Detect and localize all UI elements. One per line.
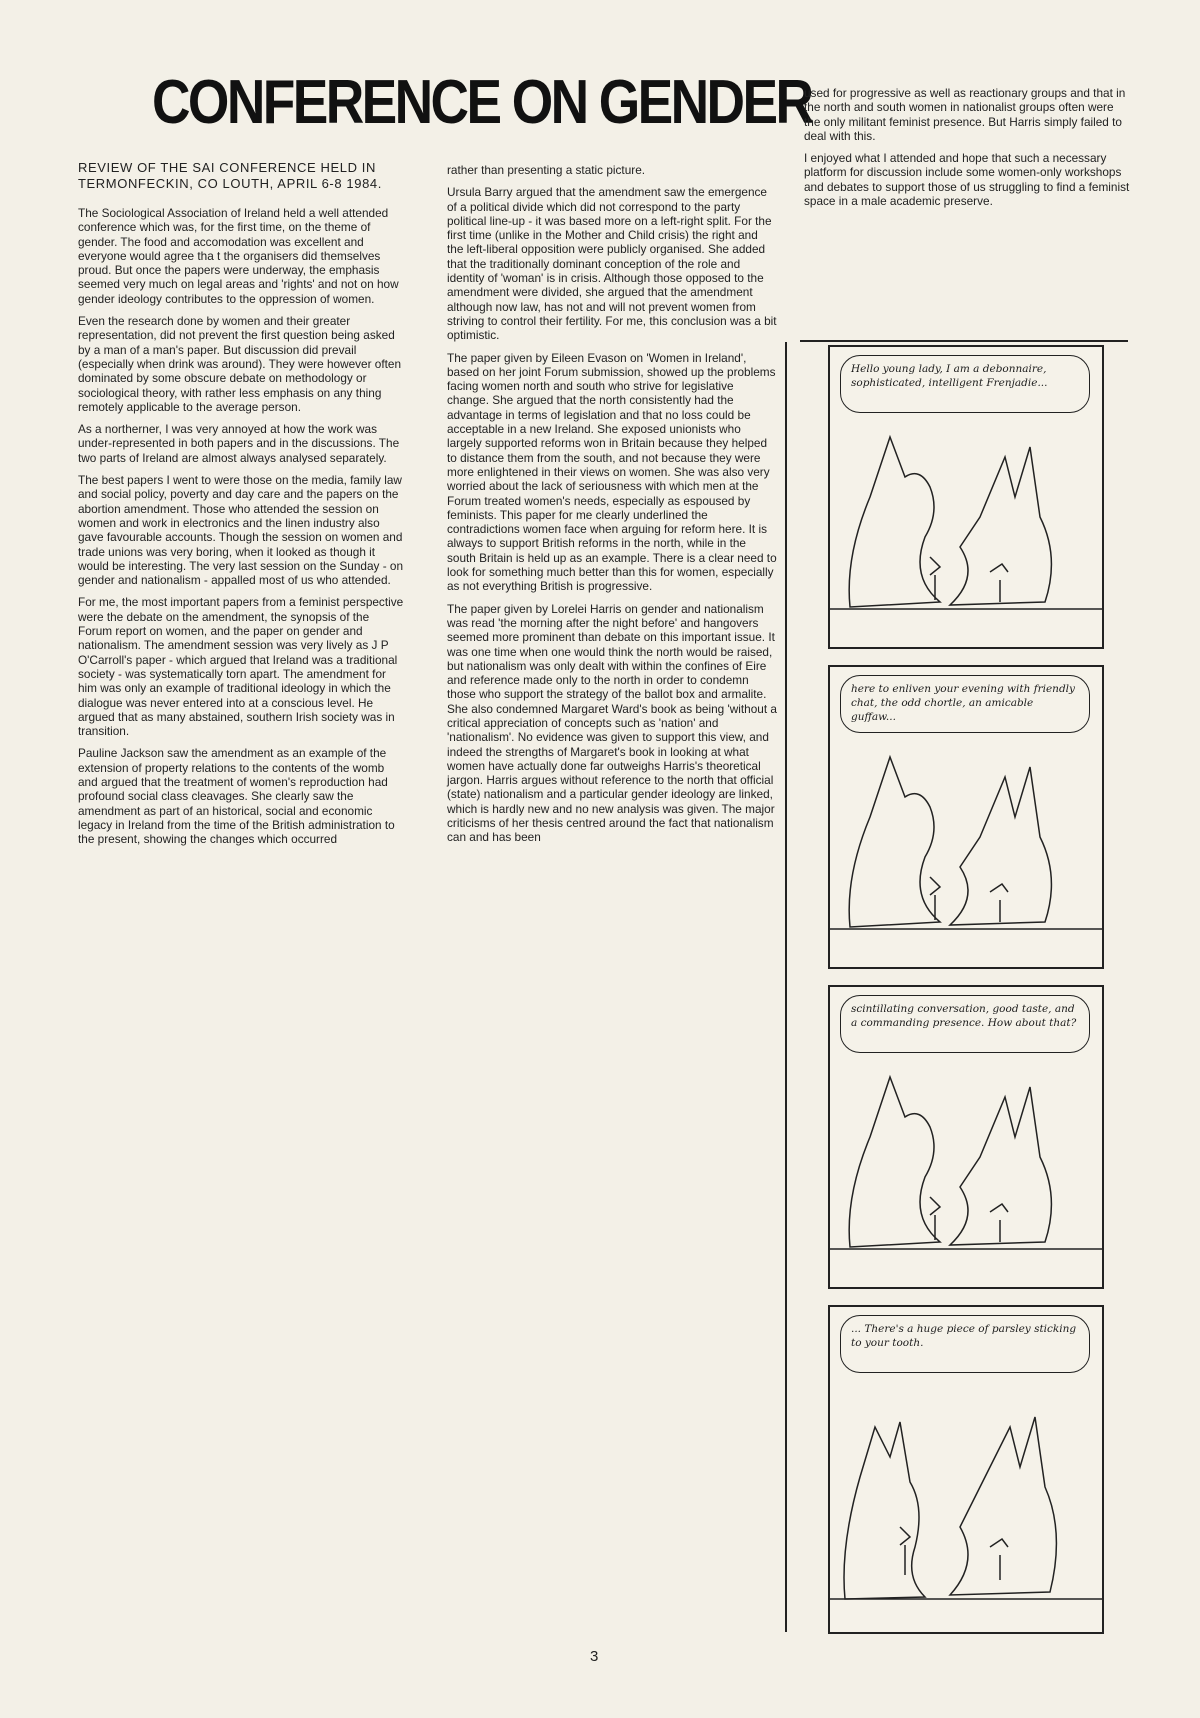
paragraph: Ursula Barry argued that the amendment saw the emergence of a political divide which did not correspond to the party political line-up - it was based more on a left-right split. For the first time (unlike in the Mother and Child crisis) the right and the left-liberal opposition were publicly organised. She added that the traditionally dominant conception of the role and identity of 'woman' is in crisis. Although those opposed to the amendment were divided, she argued that the amendment although now law, has not and will not prevent women from striving to control their fertility. For me, this conclusion was a bit optimistic.: [447, 185, 777, 343]
article-column-1: [78, 160, 404, 854]
paragraph: Pauline Jackson saw the amendment as an example of the extension of property relations to the contents of the womb and argued that the treatment of women's reproduction had profound social class cleavages. She clearly saw the amendment as part of an historical, social and economic legacy in Ireland from the time of the British administration to the present, showing the changes which occurred: [78, 746, 395, 847]
comic-panel-2: [828, 665, 1104, 969]
paragraph: For me, the most important papers from a feminist perspective were the debate on the amendment, the synopsis of the Forum report on women, and the paper on gender and nationalism. The amendment session was very lively as J P O'Carroll's paper - which argued that Ireland was a traditional society - was systematically torn apart. The amendment for him was only an example of traditional ideology in which the dialogue was never entered into at a conscious level. He argued that as many abstained, southern Irish society was in transition.: [78, 595, 404, 739]
paragraph: Even the research done by women and their greater representation, did not prevent the first question being asked by a man of a man's paper. But discussion did prevail (especially when drink was around). They were however often dominated by some obscure debate on methodology or sociological theory, with rather less emphasis on any thing remotely applicable to the average person.: [78, 314, 402, 414]
paragraph: The paper given by Eileen Evason on 'Women in Ireland', based on her joint Forum submission, showed up the problems facing women north and south who strive for legislative change. She argued that the north consistently had the advantage in terms of legislation and that no loss could be acceptable in a new Ireland. She exposed unionists who largely supported reforms won in Britain because they helped to distance them from the south, and not because they were more enlightened in their views on women. She was also very worried about the lack of seriousness with which men at the Forum treated women's needs, especially as espoused by feminists. This paper for me clearly underlined the contradictions women face when arguing for reform here. It is always to support British reforms in the north, while in the south Britain is held up as an example. There is a clear need to look for something much better than this for women, especially as not everything British is progressive.: [447, 350, 777, 594]
paragraph: The best papers I went to were those on the media, family law and social policy, poverty and day care and the papers on the abortion amendment. Those who attended the session on women and work in electronics and the linen industry also gave favourable accounts. Though the session on women and trade unions was very boring, when it looked as though it would be interesting. The very last session on the Sunday - on gender and nationalism - appalled most of us who attended.: [78, 473, 404, 588]
paragraph: As a northerner, I was very annoyed at how the work was under-represented in both papers and in the discussions. The two parts of Ireland are almost always analysed separately.: [78, 422, 400, 465]
page-title: CONFERENCE ON GENDER: [152, 68, 812, 137]
article-subheading: REVIEW OF THE SAI CONFERENCE HELD IN TERMONFECKIN, CO LOUTH, APRIL 6-8 1984.: [78, 160, 382, 191]
comic-panel-4: [828, 1305, 1104, 1634]
paragraph: The paper given by Lorelei Harris on gender and nationalism was read 'the morning after the night before' and hangovers seemed more prominent than debate on this important issue. It was one time when one would think the north would be raised, but nationalism was only dealt with within the confines of Eire and reference made only to the north in order to condemn those who support the strategy of the ballot box and armalite. She also condemned Margaret Ward's book as being 'without a critical appreciation of concepts such as 'nation' and 'nationalism'. No evidence was given to support this view, and indeed the strengths of Margaret's book in looking at what women have actually done far outweighs Harris's theoretical jargon. Harris argues without reference to the north that official (state) nationalism and a particular gender ideology are linked, which is hardly new and no new analysis was given. The major criticisms of her thesis centred around the fact that nationalism can and has been: [447, 601, 777, 845]
article-column-3: [804, 86, 1130, 216]
comic-panel-3: [828, 985, 1104, 1289]
speech-bubble: scintillating conversation, good taste, and a commanding presence. How about that?: [840, 995, 1090, 1053]
paragraph: The Sociological Association of Ireland held a well attended conference which was, for the first time, on the theme of gender. The food and accomodation was excellent and everyone would agree tha t the organisers did themselves proud. But once the papers were underway, the emphasis seemed very much on legal areas and 'rights' and not on how gender ideology contributes to the oppression of women.: [78, 206, 399, 306]
speech-bubble: Hello young lady, I am a debonnaire, sophisticated, intelligent Frenjadie...: [840, 355, 1090, 413]
paragraph: rather than presenting a static picture.: [447, 163, 646, 177]
column-divider: [785, 342, 787, 1632]
comic-top-rule: [800, 340, 1128, 342]
speech-bubble: here to enliven your evening with friendly chat, the odd chortle, an amicable guffaw...: [840, 675, 1090, 733]
page-number: 3: [590, 1648, 599, 1665]
speech-bubble: ... There's a huge piece of parsley sticking to your tooth.: [840, 1315, 1090, 1373]
paragraph: used for progressive as well as reactionary groups and that in the north and south women in nationalist groups often were the only militant feminist presence. But Harris simply failed to deal with this.: [804, 86, 1126, 143]
comic-panel-1: [828, 345, 1104, 649]
article-column-2: [447, 163, 777, 853]
paragraph: I enjoyed what I attended and hope that such a necessary platform for discussion include some women-only workshops and debates to support those of us struggling to find a feminist space in a male academic preserve.: [804, 151, 1130, 209]
